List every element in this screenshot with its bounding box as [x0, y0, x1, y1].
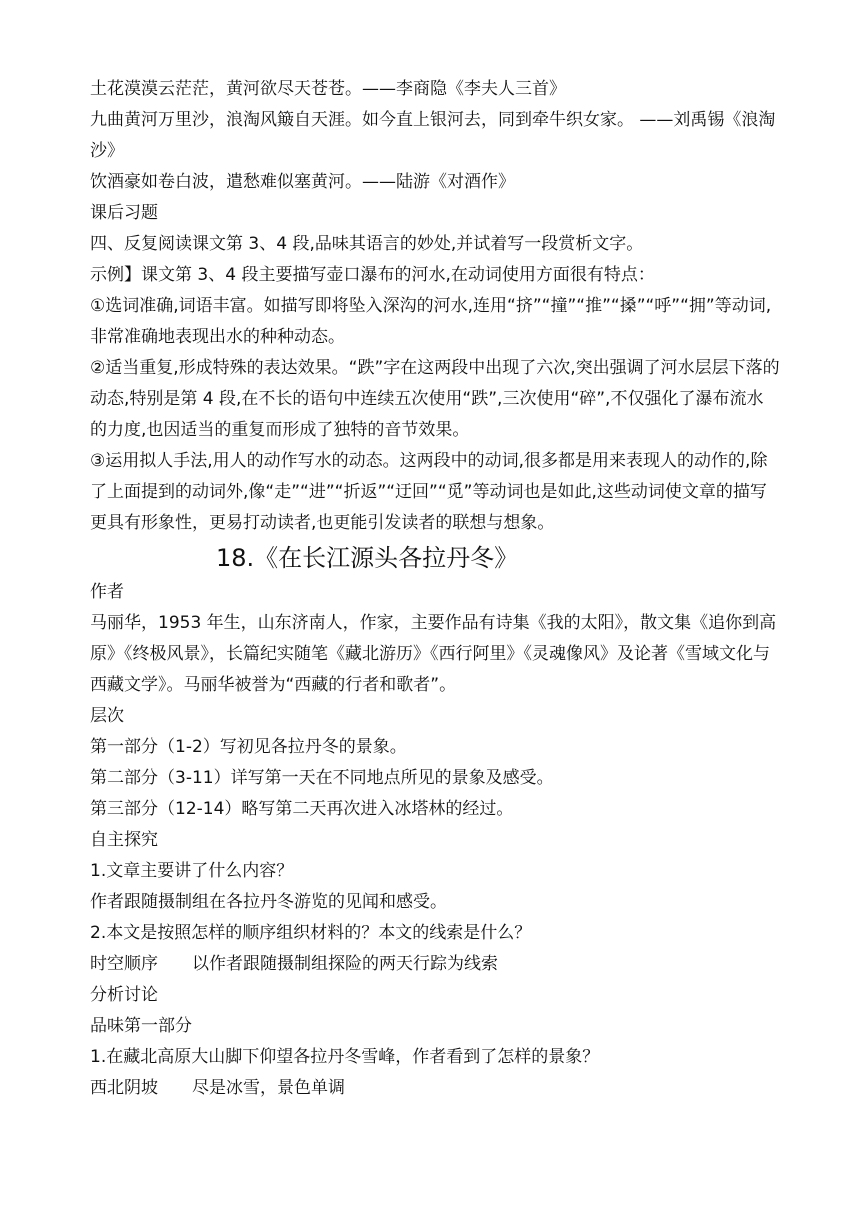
poem-line-1: 土花漠漠云茫茫，黄河欲尽天苍苍。——李商隐《李夫人三首》: [90, 79, 566, 99]
example-point-3: ③运用拟人手法,用人的动作写水的动态。这两段中的动词,很多都是用来表现人的动作的,除了上面提到的动词外,像“走”“进”“折返”“迂回”“觅”等动词也是如此,这些动词使文章的描写更具有形象性，更易打动读者,也更能引发读者的联想与想象。: [90, 451, 768, 533]
answer-1: 作者跟随摄制组在各拉丹冬游览的见闻和感受。: [90, 892, 447, 912]
heading-exercises: 课后习题: [90, 203, 158, 223]
structure-part-2: 第二部分（3-11）详写第一天在不同地点所见的景象及感受。: [90, 768, 554, 788]
question-2: 2.本文是按照怎样的顺序组织材料的？本文的线索是什么？: [90, 923, 532, 943]
section-title: 18.《在长江源头各拉丹冬》: [216, 544, 519, 572]
heading-part-one: 品味第一部分: [90, 1016, 192, 1036]
exercise-question: 四、反复阅读课文第 3、4 段,品味其语言的妙处,并试着写一段赏析文字。: [90, 234, 644, 254]
structure-part-1: 第一部分（1-2）写初见各拉丹冬的景象。: [90, 737, 407, 757]
heading-author: 作者: [90, 582, 124, 602]
heading-structure: 层次: [90, 706, 124, 726]
document-page: [90, 74, 780, 1104]
structure-part-3: 第三部分（12-14）略写第二天再次进入冰塔林的经过。: [90, 799, 514, 819]
heading-self-study: 自主探究: [90, 830, 158, 850]
author-bio: 马丽华，1953 年生，山东济南人，作家，主要作品有诗集《我的太阳》，散文集《追你到高原》《终极风景》，长篇纪实随笔《藏北游历》《西行阿里》《灵魂像风》及论著《雪域文化与西藏文学》。马丽华被誉为“西藏的行者和歌者”。: [90, 613, 777, 695]
example-point-1: ①选词准确,词语丰富。如描写即将坠入深沟的河水,连用“挤”“撞”“推”“搡”“呼”“拥”等动词,非常准确地表现出水的种种动态。: [90, 296, 772, 347]
heading-discussion: 分析讨论: [90, 985, 158, 1005]
example-intro: 示例】课文第 3、4 段主要描写壶口瀑布的河水,在动词使用方面很有特点：: [90, 265, 655, 285]
question-3: 1.在藏北高原大山脚下仰望各拉丹冬雪峰，作者看到了怎样的景象？: [90, 1047, 600, 1067]
poem-line-3: 饮酒豪如卷白波，遣愁难似塞黄河。——陆游《对酒作》: [90, 172, 515, 192]
answer-2: 时空顺序 以作者跟随摄制组探险的两天行踪为线索: [90, 954, 498, 974]
poem-line-2: 九曲黄河万里沙，浪淘风簸自天涯。如今直上银河去，同到牵牛织女家。 ——刘禹锡《浪淘沙》: [90, 110, 776, 161]
example-point-2: ②适当重复,形成特殊的表达效果。“跌”字在这两段中出现了六次,突出强调了河水层层下落的动态,特别是第 4 段,在不长的语句中连续五次使用“跌”,三次使用“碎”,不仅强化了瀑布流水的力度,也因适当的重复而形成了独特的音节效果。: [90, 358, 780, 440]
answer-3: 西北阴坡 尽是冰雪，景色单调: [90, 1078, 345, 1098]
question-1: 1.文章主要讲了什么内容？: [90, 861, 294, 881]
